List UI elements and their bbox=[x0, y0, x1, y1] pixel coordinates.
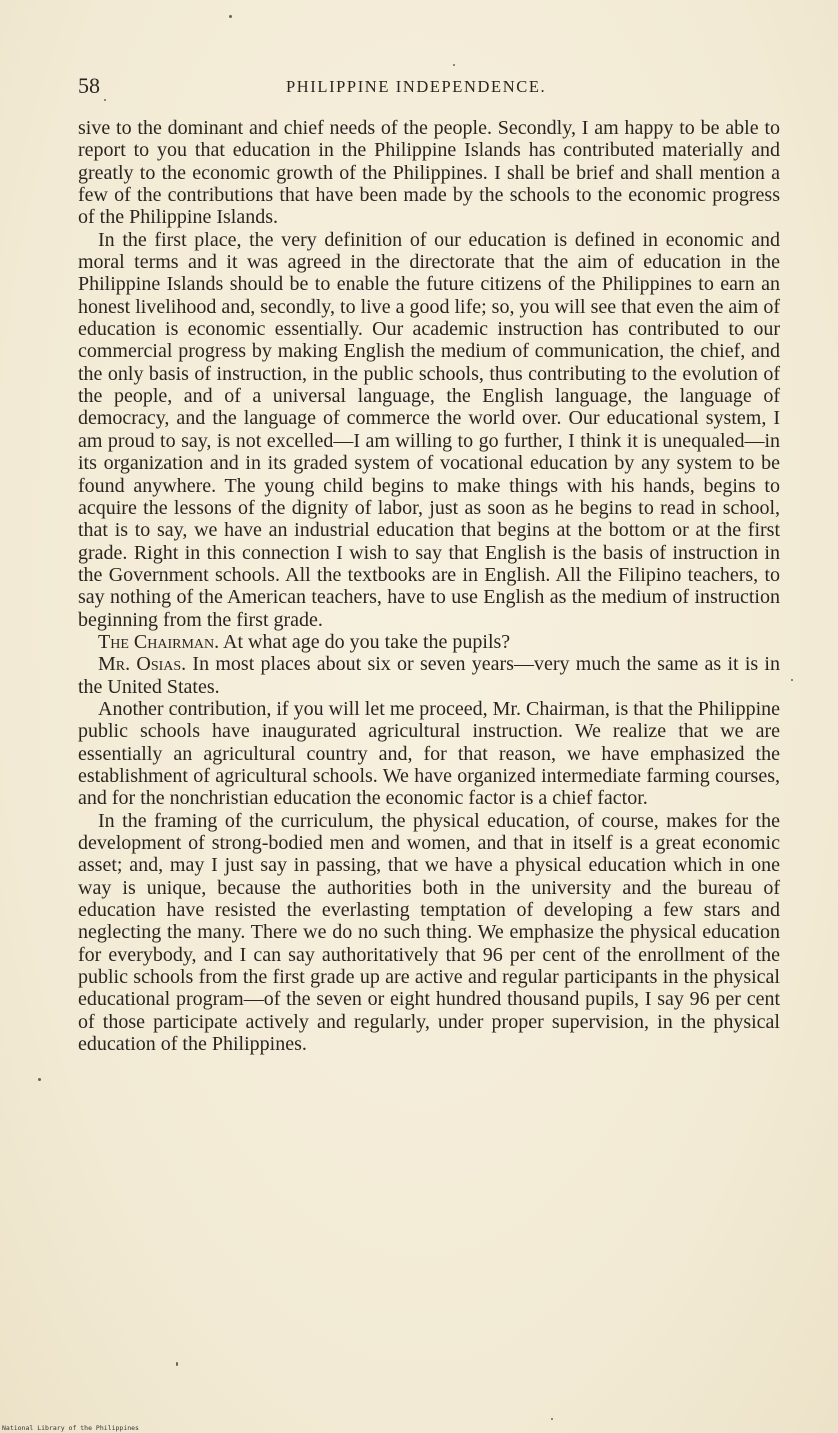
paper-speck bbox=[551, 1418, 553, 1420]
running-head: PHILIPPINE INDEPENDENCE. bbox=[286, 77, 547, 96]
paragraph-agriculture: Another contribution, if you will let me proceed, Mr. Chairman, is that the Philippine public schools have inaugurated agricultural instruction. We realize that we are essentially an agricultural country and, for that reason, we have emphasized the establishment of agricultural schools. We have organized intermediate farming courses, and for the nonchristian education the economic factor is a chief factor. bbox=[78, 697, 780, 810]
speaker-name: Mr. Osias. bbox=[98, 653, 187, 676]
paper-speck bbox=[453, 64, 455, 66]
paragraph-physical-education: In the framing of the curriculum, the physical education, of course, makes for the development of strong-bodied men and women, and that in itself is a great economic asset; and, may I just say in passing, that we have a physical education which in one way is unique, because the authorities both in the university and the bureau of education have resisted the everlasting temptation of developing a few stars and neglecting the many. There we do no such thing. We emphasize the physical education for everybody, and I can say authoritatively that 96 per cent of the enrollment of the public schools from the first grade up are active and regular participants in the physical educational program—of the seven or eight hundred thousand pupils, I say 96 per cent of those participate actively and regularly, under proper supervision, in the physical education of the Philippines. bbox=[78, 809, 780, 1056]
paper-speck bbox=[176, 1362, 178, 1366]
page-number: 58 bbox=[78, 73, 100, 98]
speech-text: In most places about six or seven years—very much the same as it is in the United States. bbox=[78, 653, 780, 698]
paragraph-education-aim: In the first place, the very definition of our education is defined in economic and moral terms and it was agreed in the directorate that the aim of education in the Philippine Islands should be to enable the future citizens of the Philippines to earn an honest livelihood and, secondly, to live a good life; so, you will see that even the aim of education is economic essentially. Our academic instruction has contributed to our commercial progress by making English the medium of communication, the chief, and the only basis of instruction, in the public schools, thus contributing to the evolution of the people, and of a universal language, the English language, the language of democracy, and the language of commerce the world over. Our educational system, I am proud to say, is not excelled—I am willing to go further, I think it is unequaled—in its organization and in its graded system of vocational education by any system to be found anywhere. The young child begins to make things with his hands, begins to acquire the lessons of the dignity of labor, just as soon as he begins to read in school, that is to say, we have an industrial education that begins at the bottom or at the first grade. Right in this connection I wish to say that English is the basis of instruction in the Government schools. All the textbooks are in English. All the Filipino teachers, to say nothing of the American teachers, have to use English as the medium of instruction beginning from the first grade. bbox=[78, 228, 780, 631]
body-text bbox=[78, 117, 780, 1055]
paragraph-continuation: sive to the dominant and chief needs of the people. Secondly, I am happy to be able to report to you that education in the Philippine Islands has contributed materially and greatly to the economic growth of the Philippines. I shall be brief and shall mention a few of the contributions that have been made by the schools to the economic progress of the Philippine Islands. bbox=[78, 117, 780, 229]
paper-speck bbox=[229, 15, 232, 18]
paper-speck bbox=[791, 679, 793, 681]
dialogue-chairman bbox=[78, 631, 780, 653]
dialogue-osias bbox=[78, 653, 780, 698]
page-header bbox=[78, 72, 778, 100]
speech-text: At what age do you take the pupils? bbox=[219, 630, 511, 653]
library-credit: National Library of the Philippines bbox=[2, 1424, 139, 1432]
speaker-name: The Chairman. bbox=[98, 630, 220, 653]
paper-speck bbox=[38, 1078, 41, 1081]
